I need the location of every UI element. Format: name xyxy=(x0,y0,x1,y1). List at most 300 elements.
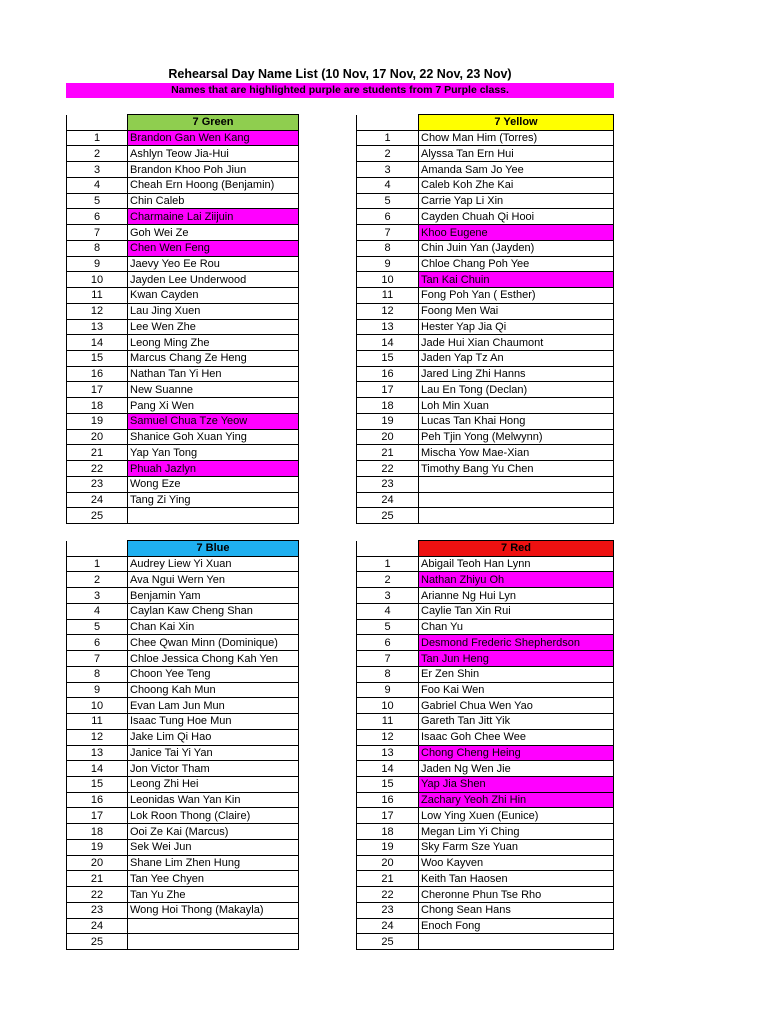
student-name: Lee Wen Zhe xyxy=(128,319,299,335)
student-name: Choong Kah Mun xyxy=(128,682,299,698)
row-number: 25 xyxy=(67,508,128,524)
row-number: 17 xyxy=(67,808,128,824)
table-row xyxy=(357,714,614,730)
table-row xyxy=(357,556,614,572)
row-number: 18 xyxy=(67,398,128,414)
student-name: Carrie Yap Li Xin xyxy=(419,193,614,209)
row-number: 14 xyxy=(357,761,419,777)
row-number: 6 xyxy=(67,635,128,651)
table-row xyxy=(357,130,614,146)
table-row xyxy=(67,761,299,777)
student-name xyxy=(128,934,299,950)
row-number: 14 xyxy=(67,335,128,351)
row-number: 21 xyxy=(357,445,419,461)
table-row xyxy=(357,745,614,761)
student-name: Chin Caleb xyxy=(128,193,299,209)
row-number: 5 xyxy=(67,193,128,209)
student-name: Nathan Tan Yi Hen xyxy=(128,366,299,382)
student-name: Marcus Chang Ze Heng xyxy=(128,351,299,367)
table-row xyxy=(357,698,614,714)
table-row xyxy=(67,666,299,682)
student-name xyxy=(419,476,614,492)
row-number: 7 xyxy=(357,225,419,241)
table-row xyxy=(357,382,614,398)
student-name: Shanice Goh Xuan Ying xyxy=(128,429,299,445)
row-number: 3 xyxy=(67,588,128,604)
row-number: 16 xyxy=(67,366,128,382)
student-name: Lau Jing Xuen xyxy=(128,303,299,319)
student-name: Isaac Tung Hoe Mun xyxy=(128,714,299,730)
student-name xyxy=(419,508,614,524)
row-number: 1 xyxy=(67,130,128,146)
table-row xyxy=(67,839,299,855)
student-name: Zachary Yeoh Zhi Hin xyxy=(419,792,614,808)
row-number: 3 xyxy=(67,162,128,178)
row-number: 25 xyxy=(357,508,419,524)
row-number: 19 xyxy=(67,839,128,855)
table-row xyxy=(67,225,299,241)
student-name: Sek Wei Jun xyxy=(128,839,299,855)
row-number: 21 xyxy=(67,445,128,461)
table-row xyxy=(357,729,614,745)
class-table-7-yellow xyxy=(356,114,614,524)
row-number: 4 xyxy=(67,603,128,619)
student-name: Abigail Teoh Han Lynn xyxy=(419,556,614,572)
student-name: Jade Hui Xian Chaumont xyxy=(419,335,614,351)
row-number: 7 xyxy=(357,651,419,667)
class-header: 7 Green xyxy=(128,115,299,131)
row-number: 9 xyxy=(67,256,128,272)
student-name: Gabriel Chua Wen Yao xyxy=(419,698,614,714)
table-row xyxy=(357,761,614,777)
row-number: 11 xyxy=(67,288,128,304)
table-row xyxy=(67,193,299,209)
row-number: 17 xyxy=(67,382,128,398)
row-number: 3 xyxy=(357,588,419,604)
row-number: 8 xyxy=(357,240,419,256)
student-name: Er Zen Shin xyxy=(419,666,614,682)
table-row xyxy=(357,398,614,414)
table-row xyxy=(357,461,614,477)
table-row xyxy=(67,619,299,635)
student-name: Tan Kai Chuin xyxy=(419,272,614,288)
table-row xyxy=(67,335,299,351)
student-name: Ooi Ze Kai (Marcus) xyxy=(128,824,299,840)
highlight-legend: Names that are highlighted purple are students from 7 Purple class. xyxy=(66,83,614,98)
table-row xyxy=(67,855,299,871)
row-number: 20 xyxy=(357,429,419,445)
table-row xyxy=(67,209,299,225)
row-number: 23 xyxy=(67,902,128,918)
student-name: Chow Man Him (Torres) xyxy=(419,130,614,146)
table-row xyxy=(67,556,299,572)
student-name: Jake Lim Qi Hao xyxy=(128,729,299,745)
student-name: Chloe Jessica Chong Kah Yen xyxy=(128,651,299,667)
row-number: 25 xyxy=(357,934,419,950)
student-name: Amanda Sam Jo Yee xyxy=(419,162,614,178)
table-row xyxy=(67,808,299,824)
class-header: 7 Yellow xyxy=(419,115,614,131)
student-name: Benjamin Yam xyxy=(128,588,299,604)
student-name: Low Ying Xuen (Eunice) xyxy=(419,808,614,824)
row-number: 24 xyxy=(67,492,128,508)
class-table-7-blue xyxy=(66,540,299,950)
row-number: 8 xyxy=(67,666,128,682)
student-name: Chin Juin Yan (Jayden) xyxy=(419,240,614,256)
table-row xyxy=(67,918,299,934)
row-number: 12 xyxy=(357,303,419,319)
table-row xyxy=(357,871,614,887)
table-row xyxy=(67,777,299,793)
row-number: 9 xyxy=(357,256,419,272)
table-row xyxy=(357,256,614,272)
row-number: 11 xyxy=(67,714,128,730)
row-number: 6 xyxy=(67,209,128,225)
table-row xyxy=(67,603,299,619)
row-number: 20 xyxy=(67,429,128,445)
student-name: Leong Zhi Hei xyxy=(128,777,299,793)
row-number: 25 xyxy=(67,934,128,950)
student-name: Foo Kai Wen xyxy=(419,682,614,698)
row-number: 2 xyxy=(357,572,419,588)
student-name: Arianne Ng Hui Lyn xyxy=(419,588,614,604)
table-row xyxy=(357,792,614,808)
student-name: New Suanne xyxy=(128,382,299,398)
table-row xyxy=(67,351,299,367)
class-table-7-green xyxy=(66,114,299,524)
row-number: 13 xyxy=(357,745,419,761)
row-number: 13 xyxy=(67,745,128,761)
table-row xyxy=(357,934,614,950)
row-number: 5 xyxy=(357,619,419,635)
table-row xyxy=(67,508,299,524)
student-name: Brandon Khoo Poh Jiun xyxy=(128,162,299,178)
student-name: Megan Lim Yi Ching xyxy=(419,824,614,840)
table-row xyxy=(67,256,299,272)
table-row xyxy=(357,824,614,840)
student-name: Cheronne Phun Tse Rho xyxy=(419,887,614,903)
row-number: 19 xyxy=(357,839,419,855)
row-number: 10 xyxy=(67,698,128,714)
table-row xyxy=(357,808,614,824)
row-number: 1 xyxy=(357,556,419,572)
student-name: Chong Sean Hans xyxy=(419,902,614,918)
student-name: Jared Ling Zhi Hanns xyxy=(419,366,614,382)
row-number: 1 xyxy=(357,130,419,146)
table-row xyxy=(357,666,614,682)
table-row xyxy=(357,902,614,918)
student-name: Cayden Chuah Qi Hooi xyxy=(419,209,614,225)
student-name: Chong Cheng Heing xyxy=(419,745,614,761)
row-number: 19 xyxy=(67,413,128,429)
row-number: 12 xyxy=(67,729,128,745)
row-number: 10 xyxy=(67,272,128,288)
table-row xyxy=(67,745,299,761)
row-number: 16 xyxy=(357,792,419,808)
row-number: 5 xyxy=(357,193,419,209)
student-name: Choon Yee Teng xyxy=(128,666,299,682)
table-row xyxy=(357,476,614,492)
row-number: 3 xyxy=(357,162,419,178)
row-number: 4 xyxy=(357,603,419,619)
row-number: 24 xyxy=(67,918,128,934)
header-spacer xyxy=(67,541,128,557)
student-name: Yap Jia Shen xyxy=(419,777,614,793)
student-name: Jaevy Yeo Ee Rou xyxy=(128,256,299,272)
row-number: 9 xyxy=(357,682,419,698)
student-name: Enoch Fong xyxy=(419,918,614,934)
row-number: 23 xyxy=(357,902,419,918)
table-row xyxy=(67,445,299,461)
table-row xyxy=(357,335,614,351)
table-row xyxy=(67,588,299,604)
table-row xyxy=(357,492,614,508)
table-row xyxy=(67,887,299,903)
student-name: Tan Yee Chyen xyxy=(128,871,299,887)
table-row xyxy=(67,319,299,335)
table-row xyxy=(357,351,614,367)
table-row xyxy=(67,413,299,429)
table-row xyxy=(67,398,299,414)
student-name: Chan Kai Xin xyxy=(128,619,299,635)
student-name: Janice Tai Yi Yan xyxy=(128,745,299,761)
student-name: Sky Farm Sze Yuan xyxy=(419,839,614,855)
table-row xyxy=(67,729,299,745)
student-name: Lucas Tan Khai Hong xyxy=(419,413,614,429)
student-name: Hester Yap Jia Qi xyxy=(419,319,614,335)
student-name: Mischa Yow Mae-Xian xyxy=(419,445,614,461)
header-spacer xyxy=(357,115,419,131)
student-name: Leong Ming Zhe xyxy=(128,335,299,351)
table-row xyxy=(67,272,299,288)
row-number: 6 xyxy=(357,635,419,651)
student-name: Desmond Frederic Shepherdson xyxy=(419,635,614,651)
table-row xyxy=(357,429,614,445)
student-name: Foong Men Wai xyxy=(419,303,614,319)
table-row xyxy=(357,193,614,209)
row-number: 8 xyxy=(357,666,419,682)
row-number: 7 xyxy=(67,225,128,241)
row-number: 17 xyxy=(357,808,419,824)
table-row xyxy=(67,792,299,808)
row-number: 16 xyxy=(67,792,128,808)
table-row xyxy=(67,651,299,667)
student-name: Audrey Liew Yi Xuan xyxy=(128,556,299,572)
table-row xyxy=(67,934,299,950)
row-number: 24 xyxy=(357,918,419,934)
row-number: 5 xyxy=(67,619,128,635)
student-name: Gareth Tan Jitt Yik xyxy=(419,714,614,730)
student-name: Cheah Ern Hoong (Benjamin) xyxy=(128,177,299,193)
table-row xyxy=(357,887,614,903)
page-title: Rehearsal Day Name List (10 Nov, 17 Nov, 22 Nov, 23 Nov) xyxy=(168,67,512,81)
student-name: Caylan Kaw Cheng Shan xyxy=(128,603,299,619)
student-name: Chee Qwan Minn (Dominique) xyxy=(128,635,299,651)
row-number: 15 xyxy=(67,777,128,793)
table-row xyxy=(357,603,614,619)
student-name: Fong Poh Yan ( Esther) xyxy=(419,288,614,304)
row-number: 20 xyxy=(357,855,419,871)
student-name: Alyssa Tan Ern Hui xyxy=(419,146,614,162)
student-name: Pang Xi Wen xyxy=(128,398,299,414)
row-number: 18 xyxy=(67,824,128,840)
table-row xyxy=(357,177,614,193)
table-row xyxy=(357,682,614,698)
table-row xyxy=(67,366,299,382)
table-row xyxy=(67,429,299,445)
row-number: 21 xyxy=(67,871,128,887)
row-number: 18 xyxy=(357,824,419,840)
row-number: 14 xyxy=(67,761,128,777)
student-name: Charmaine Lai Ziijuin xyxy=(128,209,299,225)
student-name: Caleb Koh Zhe Kai xyxy=(419,177,614,193)
row-number: 11 xyxy=(357,288,419,304)
table-row xyxy=(357,839,614,855)
table-row xyxy=(357,918,614,934)
row-number: 13 xyxy=(67,319,128,335)
row-number: 15 xyxy=(357,777,419,793)
row-number: 8 xyxy=(67,240,128,256)
table-row xyxy=(357,572,614,588)
table-row xyxy=(357,162,614,178)
student-name: Loh Min Xuan xyxy=(419,398,614,414)
row-number: 17 xyxy=(357,382,419,398)
student-name: Phuah Jazlyn xyxy=(128,461,299,477)
student-name: Caylie Tan Xin Rui xyxy=(419,603,614,619)
row-number: 12 xyxy=(357,729,419,745)
student-name: Wong Hoi Thong (Makayla) xyxy=(128,902,299,918)
student-name: Tan Jun Heng xyxy=(419,651,614,667)
table-row xyxy=(357,508,614,524)
student-name: Jayden Lee Underwood xyxy=(128,272,299,288)
table-row xyxy=(67,240,299,256)
student-name: Brandon Gan Wen Kang xyxy=(128,130,299,146)
student-name: Lok Roon Thong (Claire) xyxy=(128,808,299,824)
student-name: Peh Tjin Yong (Melwynn) xyxy=(419,429,614,445)
row-number: 13 xyxy=(357,319,419,335)
student-name: Chloe Chang Poh Yee xyxy=(419,256,614,272)
table-row xyxy=(67,635,299,651)
row-number: 24 xyxy=(357,492,419,508)
table-row xyxy=(357,272,614,288)
row-number: 2 xyxy=(67,572,128,588)
student-name: Tang Zi Ying xyxy=(128,492,299,508)
table-row xyxy=(357,445,614,461)
student-name xyxy=(419,492,614,508)
table-row xyxy=(67,162,299,178)
table-row xyxy=(67,146,299,162)
row-number: 4 xyxy=(67,177,128,193)
table-row xyxy=(357,413,614,429)
student-name: Khoo Eugene xyxy=(419,225,614,241)
student-name: Evan Lam Jun Mun xyxy=(128,698,299,714)
student-name xyxy=(419,934,614,950)
class-table-7-red xyxy=(356,540,614,950)
table-row xyxy=(357,209,614,225)
row-number: 6 xyxy=(357,209,419,225)
table-row xyxy=(67,902,299,918)
table-row xyxy=(67,871,299,887)
row-number: 22 xyxy=(357,887,419,903)
table-row xyxy=(67,572,299,588)
table-row xyxy=(67,492,299,508)
row-number: 22 xyxy=(67,887,128,903)
student-name: Leonidas Wan Yan Kin xyxy=(128,792,299,808)
table-row xyxy=(67,698,299,714)
table-row xyxy=(357,146,614,162)
table-row xyxy=(67,177,299,193)
header-spacer xyxy=(67,115,128,131)
table-row xyxy=(357,366,614,382)
row-number: 7 xyxy=(67,651,128,667)
student-name: Ashlyn Teow Jia-Hui xyxy=(128,146,299,162)
table-row xyxy=(357,619,614,635)
row-number: 14 xyxy=(357,335,419,351)
table-row xyxy=(67,288,299,304)
student-name: Shane Lim Zhen Hung xyxy=(128,855,299,871)
table-row xyxy=(67,461,299,477)
row-number: 20 xyxy=(67,855,128,871)
student-name: Goh Wei Ze xyxy=(128,225,299,241)
table-row xyxy=(357,303,614,319)
row-number: 10 xyxy=(357,272,419,288)
student-name: Samuel Chua Tze Yeow xyxy=(128,413,299,429)
row-number: 2 xyxy=(357,146,419,162)
row-number: 4 xyxy=(357,177,419,193)
student-name: Yap Yan Tong xyxy=(128,445,299,461)
row-number: 11 xyxy=(357,714,419,730)
table-row xyxy=(357,777,614,793)
table-row xyxy=(67,130,299,146)
student-name: Wong Eze xyxy=(128,476,299,492)
class-header: 7 Blue xyxy=(128,541,299,557)
header-spacer xyxy=(357,541,419,557)
row-number: 22 xyxy=(67,461,128,477)
row-number: 2 xyxy=(67,146,128,162)
table-row xyxy=(357,855,614,871)
student-name xyxy=(128,508,299,524)
row-number: 23 xyxy=(357,476,419,492)
row-number: 15 xyxy=(67,351,128,367)
table-row xyxy=(67,476,299,492)
student-name: Chan Yu xyxy=(419,619,614,635)
table-row xyxy=(67,824,299,840)
row-number: 10 xyxy=(357,698,419,714)
row-number: 12 xyxy=(67,303,128,319)
student-name: Keith Tan Haosen xyxy=(419,871,614,887)
student-name: Jaden Ng Wen Jie xyxy=(419,761,614,777)
table-row xyxy=(67,303,299,319)
table-row xyxy=(357,635,614,651)
student-name: Tan Yu Zhe xyxy=(128,887,299,903)
student-name: Nathan Zhiyu Oh xyxy=(419,572,614,588)
row-number: 9 xyxy=(67,682,128,698)
table-row xyxy=(357,240,614,256)
student-name: Jon Victor Tham xyxy=(128,761,299,777)
table-row xyxy=(357,225,614,241)
student-name: Jaden Yap Tz An xyxy=(419,351,614,367)
student-name: Chen Wen Feng xyxy=(128,240,299,256)
row-number: 15 xyxy=(357,351,419,367)
student-name: Kwan Cayden xyxy=(128,288,299,304)
row-number: 22 xyxy=(357,461,419,477)
table-row xyxy=(67,682,299,698)
row-number: 18 xyxy=(357,398,419,414)
row-number: 1 xyxy=(67,556,128,572)
table-row xyxy=(67,714,299,730)
student-name: Lau En Tong (Declan) xyxy=(419,382,614,398)
class-header: 7 Red xyxy=(419,541,614,557)
